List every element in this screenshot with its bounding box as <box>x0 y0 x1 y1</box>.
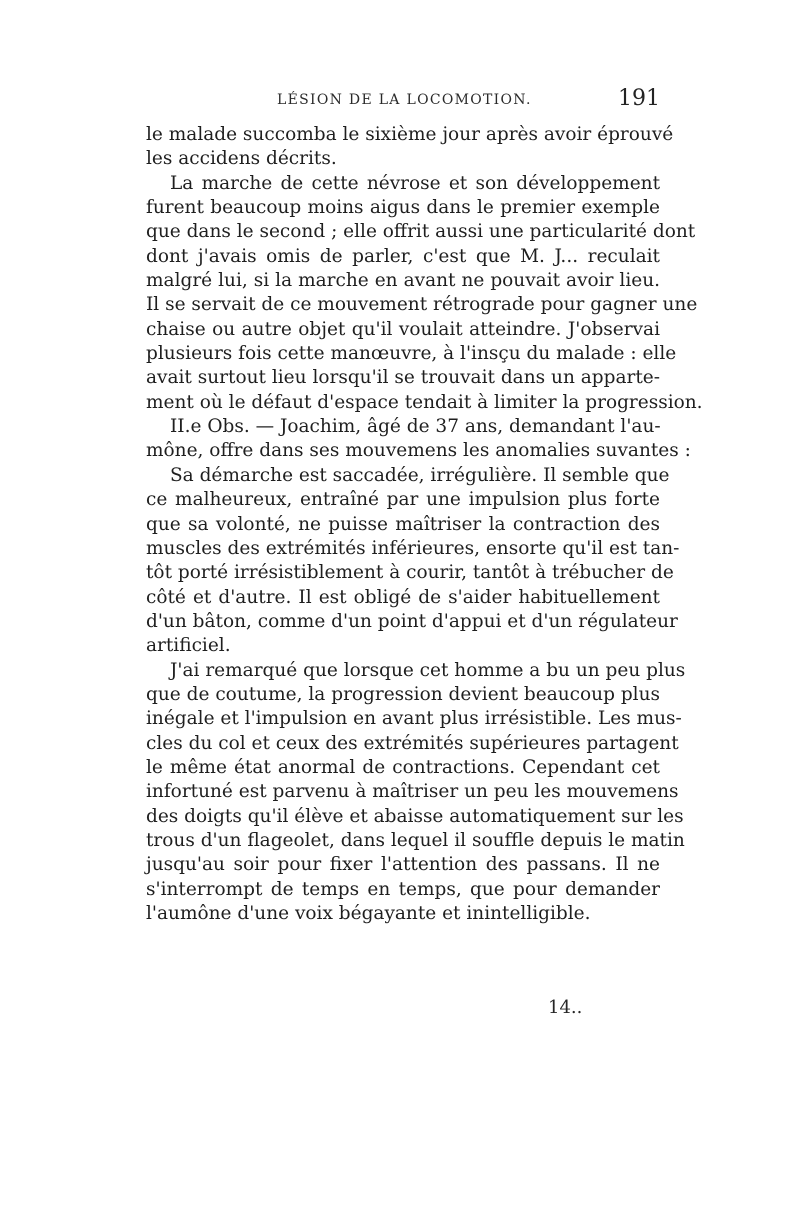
text-line: des doigts qu'il élève et abaisse automatiquement sur les <box>146 805 684 827</box>
text-line: La marche de cette névrose et son développement <box>170 172 660 194</box>
text-line: chaise ou autre objet qu'il voulait atteindre. J'observai <box>146 318 660 340</box>
body-text <box>146 123 703 926</box>
text-line: jusqu'au soir pour fixer l'attention des passans. Il ne <box>146 854 660 876</box>
text-line: mône, offre dans ses mouvemens les anomalies suvantes : <box>146 440 691 462</box>
text-line: inégale et l'impulsion en avant plus irrésistible. Les mus- <box>146 708 682 730</box>
text-line: avait surtout lieu lorsqu'il se trouvait dans un apparte- <box>146 367 660 389</box>
running-head: LÉSION DE LA LOCOMOTION. <box>277 92 532 108</box>
text-line: côté et d'autre. Il est obligé de s'aider habituellement <box>146 586 660 608</box>
text-line: artificiel. <box>146 635 231 657</box>
text-line: II.e Obs. — Joachim, âgé de 37 ans, demandant l'au- <box>170 416 661 438</box>
text-line: cles du col et ceux des extrémités supérieures partagent <box>146 732 679 754</box>
text-line: l'aumône d'une voix bégayante et inintelligible. <box>146 903 591 924</box>
text-line: le malade succomba le sixième jour après avoir éprouvé <box>146 124 674 145</box>
text-line: trous d'un flageolet, dans lequel il souffle depuis le matin <box>146 829 685 851</box>
text-line: le même état anormal de contractions. Cependant cet <box>146 756 660 778</box>
text-line: que de coutume, la progression devient beaucoup plus <box>146 683 660 705</box>
text-line: dont j'avais omis de parler, c'est que M. J... reculait <box>146 245 660 267</box>
text-line: infortuné est parvenu à maîtriser un peu les mouvemens <box>146 781 679 803</box>
page-header <box>145 88 660 118</box>
text-line: que sa volonté, ne puisse maîtriser la contraction des <box>146 513 660 535</box>
page-number: 191 <box>618 86 660 111</box>
text-line: Il se servait de ce mouvement rétrograde pour gagner une <box>146 294 698 316</box>
text-line: ment où le défaut d'espace tendait à limiter la progression. <box>146 391 703 413</box>
text-line: s'interrompt de temps en temps, que pour demander <box>146 878 660 900</box>
text-line: que dans le second ; elle offrit aussi une particularité dont <box>146 221 696 243</box>
text-line: J'ai remarqué que lorsque cet homme a bu un peu plus <box>170 659 686 681</box>
text-line: muscles des extrémités inférieures, ensorte qu'il est tan- <box>146 537 680 559</box>
text-line: les accidens décrits. <box>146 148 337 170</box>
signature-mark: 14.. <box>548 997 583 1018</box>
text-line: d'un bâton, comme d'un point d'appui et d'un régulateur <box>146 610 678 632</box>
text-line: furent beaucoup moins aigus dans le premier exemple <box>146 197 660 219</box>
text-line: Sa démarche est saccadée, irrégulière. Il semble que <box>170 464 670 486</box>
text-line: plusieurs fois cette manœuvre, à l'insçu du malade : elle <box>146 343 677 365</box>
text-line: malgré lui, si la marche en avant ne pouvait avoir lieu. <box>146 270 660 292</box>
text-line: ce malheureux, entraîné par une impulsion plus forte <box>146 489 660 511</box>
text-line: tôt porté irrésistiblement à courir, tantôt à trébucher de <box>146 562 674 584</box>
